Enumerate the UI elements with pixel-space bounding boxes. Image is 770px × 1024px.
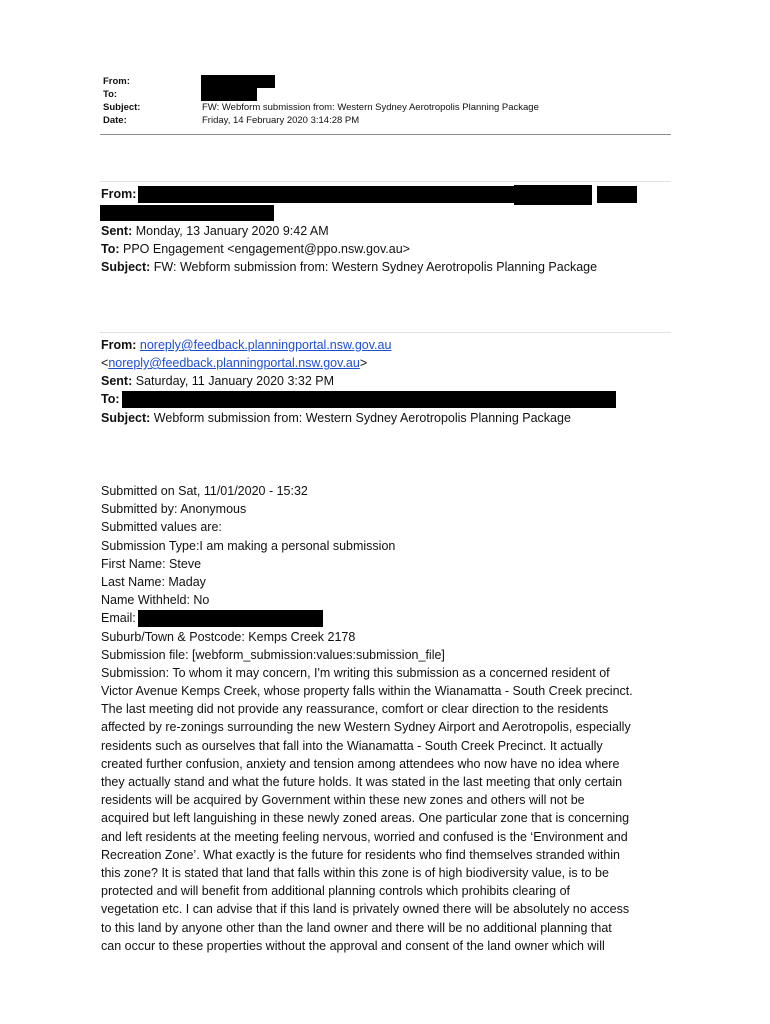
redaction-block [122,391,616,408]
forward2-sent-value: Saturday, 11 January 2020 3:32 PM [135,374,335,388]
body-line: protected and will benefit from additional planning controls which prohibits clearing of [101,884,571,899]
forward2-from-row2 [101,354,367,372]
forward2-sent-label: Sent: [101,374,133,388]
forward1-to-label: To: [101,242,120,256]
body-line: this zone? It is stated that land that falls within this zone is of high biodiversity value, is to be [101,865,609,880]
forward2-from-label: From: [101,338,137,352]
header-from-label: From: [103,76,130,87]
redaction-block [597,186,637,203]
redaction-block [514,185,592,205]
header-date-value: Friday, 14 February 2020 3:14:28 PM [202,115,360,126]
redaction-block [100,205,274,221]
body-line: they actually stand and what the future holds. It was stated in the last meeting that only certain [101,775,623,789]
forward2-from-email-link[interactable]: noreply@feedback.planningportal.nsw.gov.au [139,338,392,352]
body-line: Submitted by: Anonymous [101,502,247,517]
redaction-block [138,610,323,627]
forward1-sent-value: Monday, 13 January 2020 9:42 AM [135,224,329,238]
forward1-from-row [101,185,136,203]
forward1-subject-row [101,258,597,276]
body-line: residents such as ourselves that fall into the Wianamatta - South Creek Precinct. It actually [101,738,603,753]
forward1-sent-label: Sent: [101,224,133,238]
forward1-sent-row [101,222,329,240]
forward2-subject-row [101,409,571,427]
redaction-block [138,186,515,203]
body-line: The last meeting did not provide any reassurance, comfort or clear direction to the residents [101,702,609,717]
forward2-to-row [101,390,120,408]
header-subject-label: Subject: [103,102,141,113]
body-line: vegetation etc. I can advise that if this land is privately owned there will be absolutely no access [101,902,630,917]
forward2-from-open-bracket: < [101,356,109,370]
body-line: affected by re-zonings surrounding the new Western Sydney Airport and Aerotropolis, especially [101,720,631,735]
forward2-sent-row [101,372,334,390]
forward1-divider [100,181,671,182]
header-subject-value: FW: Webform submission from: Western Sydney Aerotropolis Planning Package [202,102,539,113]
body-line: Submission: To whom it may concern, I'm writing this submission as a concerned resident of [101,665,610,680]
submission-body [101,482,701,955]
forward2-divider [100,332,671,333]
forward1-to-row [101,240,410,258]
body-line: Submission file: [webform_submission:values:submission_file] [101,647,445,662]
forward2-subject-value: Webform submission from: Western Sydney Aerotropolis Planning Package [153,411,571,425]
forward2-subject-label: Subject: [101,411,151,425]
body-line: Submitted on Sat, 11/01/2020 - 15:32 [101,484,308,498]
forward1-subject-value: FW: Webform submission from: Western Sydney Aerotropolis Planning Package [153,260,598,274]
redaction-block [201,88,257,101]
redaction-block [201,75,275,88]
body-line: Submission Type:I am making a personal submission [101,538,396,553]
forward1-from-label: From: [101,187,137,201]
body-line: can occur to these properties without the approval and consent of the land owner which will [101,938,605,953]
forward1-subject-label: Subject: [101,260,151,274]
body-line: Submitted values are: [101,520,222,535]
body-line: Suburb/Town & Postcode: Kemps Creek 2178 [101,629,356,644]
body-line: First Name: Steve [101,556,202,571]
header-to-label: To: [103,89,118,100]
header-divider [100,134,671,135]
body-line: Recreation Zone’. What exactly is the future for residents who find themselves stranded within [101,847,621,862]
body-line: acquired but left languishing in these newly zoned areas. One particular zone that is concerning [101,811,630,826]
forward2-from-close-bracket: > [359,356,368,370]
body-line: Last Name: Maday [101,574,206,589]
header-date-label: Date: [103,115,127,126]
body-line: Name Withheld: No [101,593,210,608]
body-line: and left residents at the meeting feeling nervous, worried and confused is the ‘Environment and [101,829,628,844]
forward1-to-value: PPO Engagement <engagement@ppo.nsw.gov.au> [123,242,410,256]
forward2-from-email-link-2[interactable]: noreply@feedback.planningportal.nsw.gov.au [108,356,360,370]
body-line-email: Email: [101,611,136,626]
body-line: residents will be acquired by Government within these new zones and others will not be [101,793,585,808]
body-line: created further confusion, anxiety and tension among attendees who now have no idea where [101,756,620,771]
body-line: to this land by anyone other than the land owner and there will be no additional planning that [101,920,612,935]
forward2-from-row [101,336,391,354]
body-line: Victor Avenue Kemps Creek, whose property falls within the Wianamatta - South Creek precinct. [101,684,633,699]
forward2-to-label: To: [101,392,120,406]
